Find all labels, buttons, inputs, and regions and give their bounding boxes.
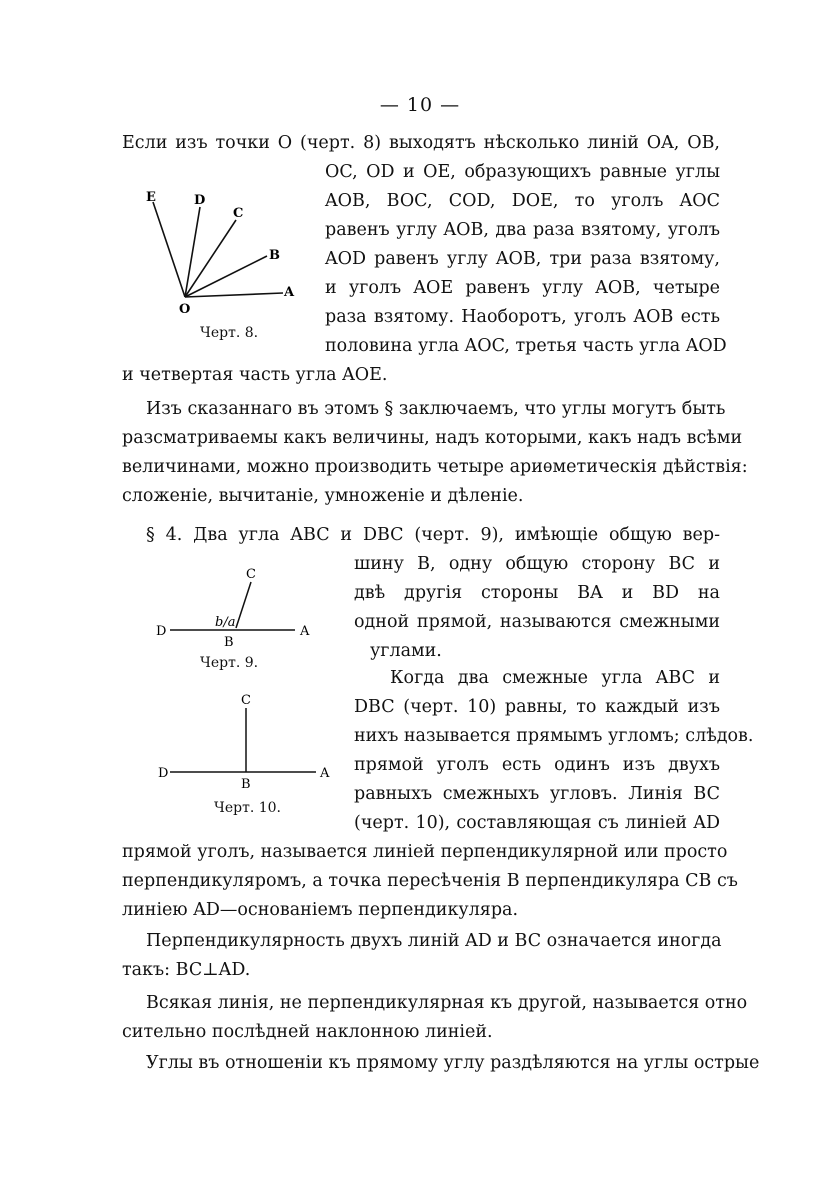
label-b: B (241, 777, 251, 792)
figure-10-diagram (150, 688, 340, 793)
text-line: и четвертая часть угла AOE. (122, 365, 388, 385)
text-line: равныхъ смежныхъ угловъ. Линія BC (354, 784, 720, 804)
figure-8-caption: Черт. 8. (200, 325, 259, 341)
text-line: AOD равенъ углу AOB, три раза взятому, (325, 249, 720, 269)
text-line: шину B, одну общую сторону BC и (354, 554, 720, 574)
figure-9-caption: Черт. 9. (200, 655, 259, 671)
text-line: такъ: BC⊥AD. (122, 960, 251, 980)
text-line: прямой уголъ есть одинъ изъ двухъ (354, 755, 720, 775)
ray-od (185, 207, 200, 297)
label-a: A (300, 624, 310, 639)
label-b: B (224, 635, 234, 650)
label-b: B (269, 248, 280, 263)
label-e: E (146, 190, 156, 205)
text-line: разсматриваемы какъ величины, надъ которыми, какъ надъ всѣми (122, 428, 743, 448)
label-d: D (158, 766, 169, 781)
text-line: перпендикуляромъ, а точка пересѣченія B перпендикуляра CB съ (122, 871, 738, 891)
label-a: A (320, 766, 330, 781)
page-number: — 10 — (379, 94, 461, 116)
text-line: Изъ сказаннаго въ этомъ § заключаемъ, что углы могутъ быть (146, 399, 726, 419)
ray-oc (185, 220, 236, 297)
text-line: одной прямой, называются смежными (354, 612, 720, 632)
text-line: равенъ углу AOB, два раза взятому, уголъ (325, 220, 720, 240)
text-line: Когда два смежные угла ABC и (390, 668, 720, 688)
text-line: DBC (черт. 10) равны, то каждый изъ (354, 697, 720, 717)
label-angle-marks: b/a (215, 615, 236, 630)
text-line: нихъ называется прямымъ угломъ; слѣдов. (354, 726, 754, 746)
label-c: C (233, 206, 244, 221)
figure-9-diagram (150, 560, 330, 655)
text-line: AOB, BOC, COD, DOE, то уголъ AOC (325, 191, 720, 211)
ray-oe (153, 202, 185, 297)
text-line: и уголъ AOE равенъ углу AOB, четыре (325, 278, 720, 298)
label-d: D (194, 193, 206, 208)
text-line: половина угла AOC, третья часть угла AOD (325, 336, 727, 356)
ray-oa (185, 293, 283, 297)
label-o: O (179, 302, 191, 317)
text-line: углами. (370, 641, 442, 661)
text-line: раза взятому. Наоборотъ, уголъ AOB есть (325, 307, 720, 327)
label-c: C (246, 567, 256, 582)
text-line: сительно послѣдней наклонною линіей. (122, 1022, 493, 1042)
label-d: D (156, 624, 167, 639)
text-line: (черт. 10), составляющая съ линіей AD (354, 813, 720, 833)
text-line: § 4. Два угла ABC и DBC (черт. 9), имѣющіе общую вер- (146, 525, 720, 545)
text-line: прямой уголъ, называется линіей перпендикулярной или просто (122, 842, 728, 862)
text-line: линіею AD—основаніемъ перпендикуляра. (122, 900, 519, 920)
text-line: OC, OD и OE, образующихъ равные углы (325, 162, 720, 182)
ray-ob (185, 256, 267, 297)
text-line: Если изъ точки O (черт. 8) выходятъ нѣсколько линій OA, OB, (122, 133, 720, 153)
label-a: A (284, 285, 295, 300)
label-c: C (241, 693, 251, 708)
figure-10-caption: Черт. 10. (214, 800, 281, 816)
text-line: двѣ другія стороны BA и BD на (354, 583, 720, 603)
text-line: Углы въ отношеніи къ прямому углу раздѣляются на углы острые (146, 1053, 760, 1073)
text-line: Перпендикулярность двухъ линій AD и BC означается иногда (146, 931, 722, 951)
text-line: Всякая линія, не перпендикулярная къ другой, называется отно (146, 993, 748, 1013)
figure-8-diagram (140, 185, 300, 320)
text-line: сложеніе, вычитаніе, умноженіе и дѣленіе. (122, 486, 524, 506)
text-line: величинами, можно производить четыре ариѳметическія дѣйствія: (122, 457, 748, 477)
ray-bc (236, 582, 251, 628)
